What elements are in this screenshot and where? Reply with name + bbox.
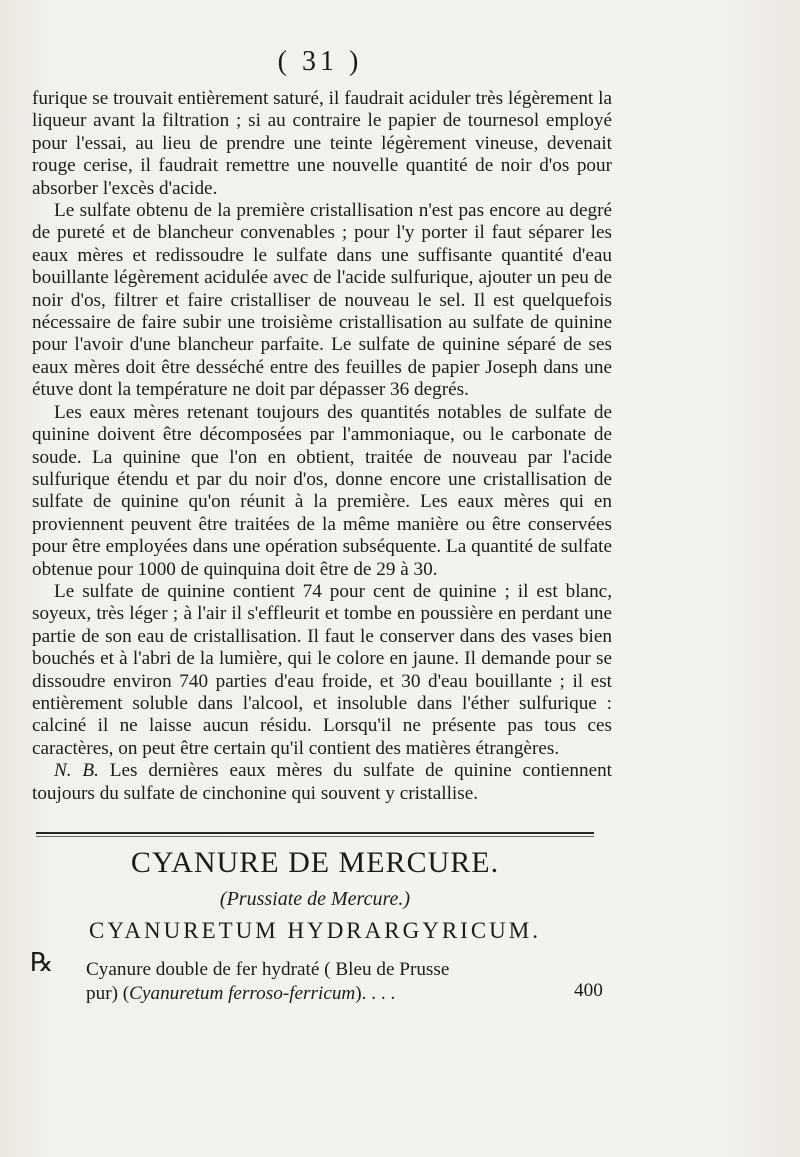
- ingredient-latin: Cyanuretum ferroso-ferricum: [129, 983, 356, 1004]
- text-body: [32, 88, 612, 805]
- paragraph-4: Le sulfate de quinine contient 74 pour cent de quinine ; il est blanc, soyeux, très léger ; à l'air il s'effleurit et tombe en poussière en perdant une partie de son eau de cristallisation. Il faut le conserver dans des vases bien bouchés et à l'abri de la lumière, qui le colore en jaune. Il demande pour se dissoudre environ 740 parties d'eau froide, et 30 d'eau bouillante ; il est entièrement soluble dans l'alcool, et insoluble dans l'éther sulfurique : calciné il ne laisse aucun résidu. Lorsqu'il ne présente pas tous ces caractères, on peut être certain qu'il contient des matières étrangères.: [32, 580, 612, 759]
- section-divider: [36, 832, 594, 834]
- ingredient-quantity: 400: [574, 980, 603, 1001]
- nota-bene-text: Les dernières eaux mères du sulfate de quinine contiennent toujours du sulfate de cinchonine qui souvent y cristallise.: [32, 760, 613, 804]
- recipe-symbol: ℞: [30, 948, 54, 977]
- section-latin-name: CYANURETUM HYDRARGYRICUM.: [89, 918, 541, 943]
- ingredient-line-1: Cyanure double de fer hydraté ( Bleu de Prusse: [86, 959, 450, 980]
- page-number: ( 31 ): [277, 46, 363, 77]
- section-divider-thin: [36, 836, 594, 837]
- section-title: CYANURE DE MERCURE.: [130, 846, 500, 879]
- ingredient-line-2: [86, 982, 526, 1006]
- paragraph-3: Les eaux mères retenant toujours des quantités notables de sulfate de quinine doivent être décomposées par l'ammoniaque, ou le carbonate de soude. La quinine que l'on en obtient, traitée de nouveau par l'acide sulfurique étendu et par du noir d'os, donne encore une cristallisation de sulfate de quinine qu'on réunit à la première. Les eaux mères qui en proviennent peuvent être traitées de la même manière ou être conservées pour être employées dans une opération subséquente. La quantité de sulfate obtenue pour 1000 de quinquina doit être de 29 à 30.: [32, 401, 612, 580]
- nota-bene-label: N. B.: [54, 760, 99, 782]
- paragraph-1: furique se trouvait entièrement saturé, il faudrait aciduler très légèrement la liqueur avant la filtration ; si au contraire le papier de tournesol employé pour l'essai, au lieu de prendre une teinte légèrement vineuse, devenait rouge cerise, il faudrait remettre une nouvelle quantité de noir d'os pour absorber l'excès d'acide.: [32, 88, 612, 199]
- ingredient-prefix: pur) (: [86, 983, 130, 1004]
- nota-bene: [32, 760, 612, 805]
- ingredient-suffix: ). . . .: [355, 983, 396, 1004]
- recipe-ingredient: [86, 958, 526, 1006]
- paragraph-2: Le sulfate obtenu de la première cristallisation n'est pas encore au degré de pureté et de blancheur convenables ; pour l'y porter il faut séparer les eaux mères et redissoudre le sulfate dans une suffisante quantité d'eau bouillante légèrement acidulée avec de l'acide sulfurique, ajouter un peu de noir d'os, filtrer et faire cristalliser de nouveau le sel. Il est quelquefois nécessaire de faire subir une troisième cristallisation au sulfate de quinine pour l'avoir d'une blancheur parfaite. Le sulfate de quinine séparé de ses eaux mères doit être desséché entre des feuilles de papier Joseph dans une étuve dont la température ne doit par dépasser 36 degrés.: [32, 200, 612, 401]
- section-subtitle: (Prussiate de Mercure.): [219, 888, 411, 910]
